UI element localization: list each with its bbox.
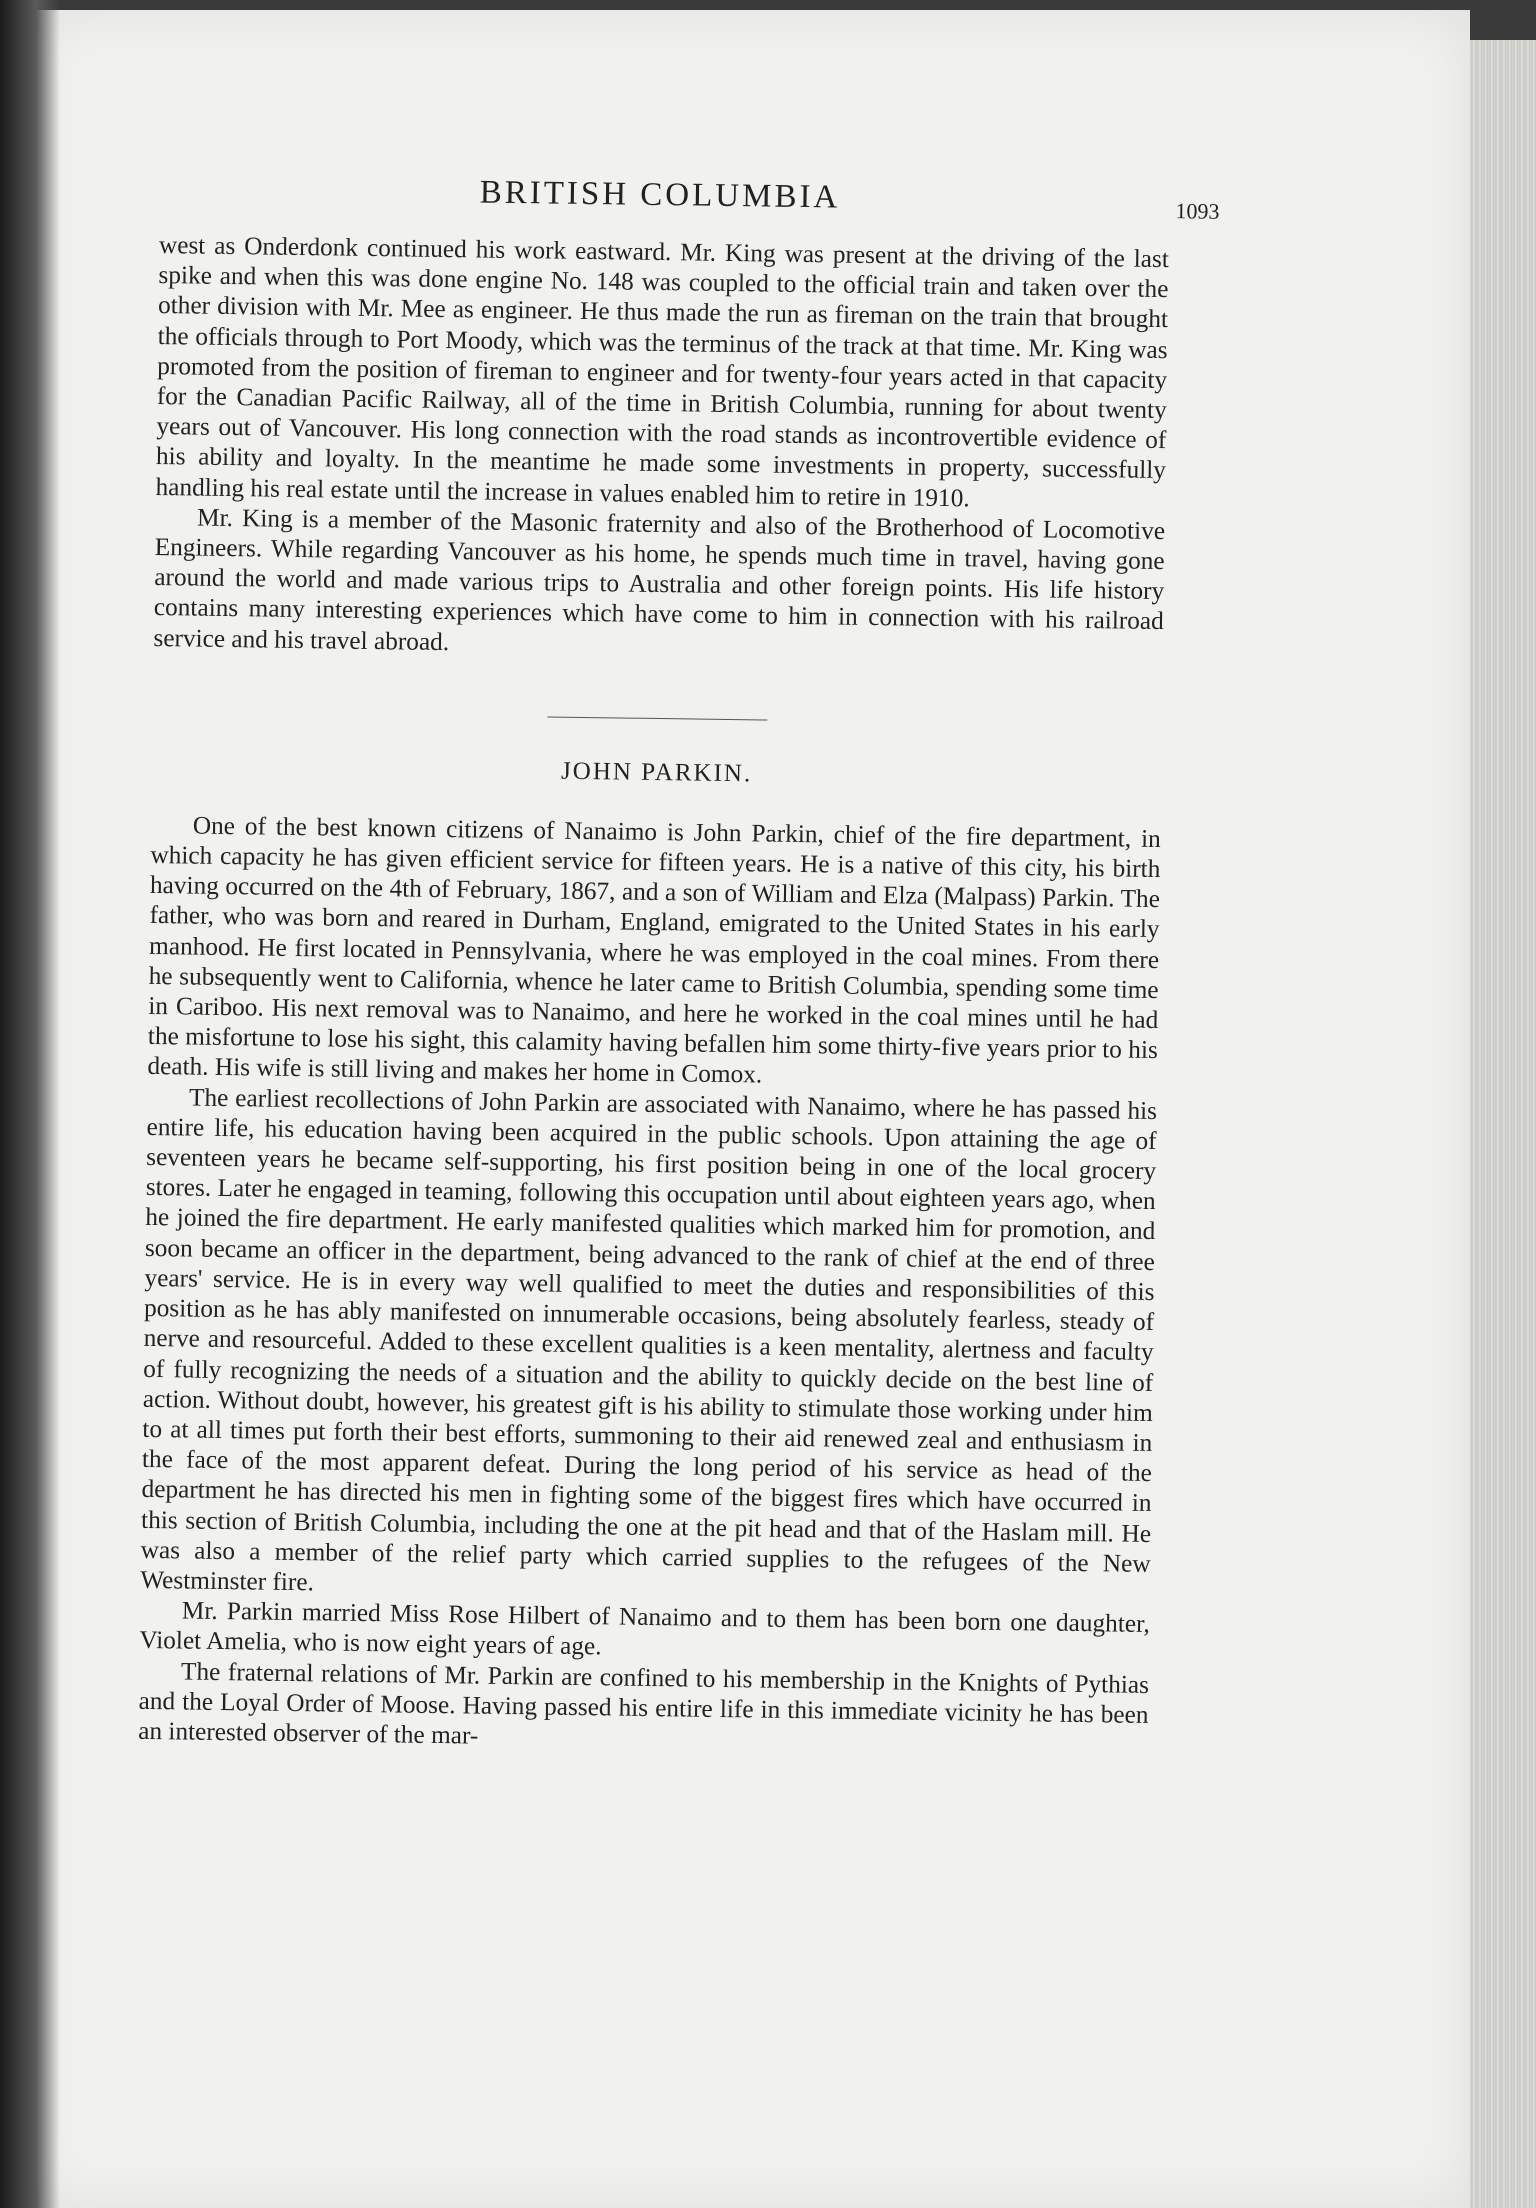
section-divider	[547, 716, 767, 720]
paragraph: west as Onderdonk continued his work eastward. Mr. King was present at the driving of the last spike and when this was done engine No. 148 was coupled to the official train and taken over the other division with Mr. Mee as engineer. He thus made the run as fireman on the train that brought the officials through to Port Moody, which was the terminus of the track at that time. Mr. King was promoted from the position of fireman to engineer and for twenty-four years acted in that capacity for the Canadian Pacific Railway, all of the time in British Columbia, running for about twenty years out of Vancouver. His long connection with the road stands as incontrovertible evidence of his ability and loyalty. In the meantime he made some investments in property, successfully handling his real estate until the increase in values enabled him to retire in 1910.	[155, 230, 1170, 512]
paragraph: One of the best known citizens of Nanaimo is John Parkin, chief of the fire department, in which capacity he has given efficient service for fifteen years. He is a native of this city, his birth having occurred on the 4th of February, 1867, and a son of William and Elza (Malpass) Parkin. The father, who was born and reared in Durham, England, emigrated to the United States in his early manhood. He first located in Pennsylvania, where he was employed in the coal mines. From there he subsequently went to California, whence he later came to British Columbia, spending some time in Cariboo. His next removal was to Nanaimo, and here he worked in the coal mines until he had the misfortune to lose his sight, this calamity having befallen him some thirty-five years prior to his death. His wife is still living and makes her home in Comox.	[147, 811, 1161, 1089]
running-title: BRITISH COLUMBIA	[479, 174, 841, 216]
paragraph: The fraternal relations of Mr. Parkin are confined to his membership in the Knights of Pythias and the Loyal Order of Moose. Having passed his entire life in this immediate vicinity he has been an interested observer of the mar-	[138, 1656, 1150, 1750]
paragraph: The earliest recollections of John Parkin are associated with Nanaimo, where he has passed his entire life, his education having been acquired in the public schools. Upon attaining the age of seventeen years he became self-supporting, his first position being in one of the local grocery stores. Later he engaged in teaming, following this occupation until about eighteen years ago, when he joined the fire department. He early manifested qualities which marked him for promotion, and soon became an officer in the department, being advanced to the rank of chief at the end of three years' service. He is in every way well qualified to meet the duties and responsibilities of this position as he has ably manifested on innumerable occasions, being absolutely fearless, steady of nerve and resourceful. Added to these excellent qualities is a keen mentality, alertness and faculty of fully recognizing the needs of a situation and the ability to quickly decide on the best line of action. Without doubt, however, his greatest gift is his ability to stimulate those working under him to at all times put forth their best efforts, summoning to their aid renewed zeal and enthusiasm in the face of the most apparent defeat. During the long period of his service as head of the department he has directed his men in fighting some of the biggest fires which have occurred in this section of British Columbia, including the one at the pit head and that of the Haslam mill. He was also a member of the relief party which carried supplies to the refugees of the New Westminster fire.	[140, 1083, 1158, 1597]
section-title: JOHN PARKIN.	[560, 757, 753, 788]
page-edges	[1470, 40, 1536, 2208]
binding-shadow	[0, 0, 60, 2208]
paragraph: Mr. King is a member of the Masonic fraternity and also of the Brotherhood of Locomotive Engineers. While regarding Vancouver as his home, he spends much time in travel, having gone around the world and made various trips to Australia and other foreign points. His life history contains many interesting experiences which have come to him in connection with his railroad service and his travel abroad.	[153, 503, 1166, 656]
page-number: 1093	[1175, 198, 1220, 224]
page-content	[138, 170, 1220, 1760]
paragraph: Mr. Parkin married Miss Rose Hilbert of Nanaimo and to them has been born one daughter, Violet Amelia, who is now eight years of age.	[139, 1596, 1150, 1661]
